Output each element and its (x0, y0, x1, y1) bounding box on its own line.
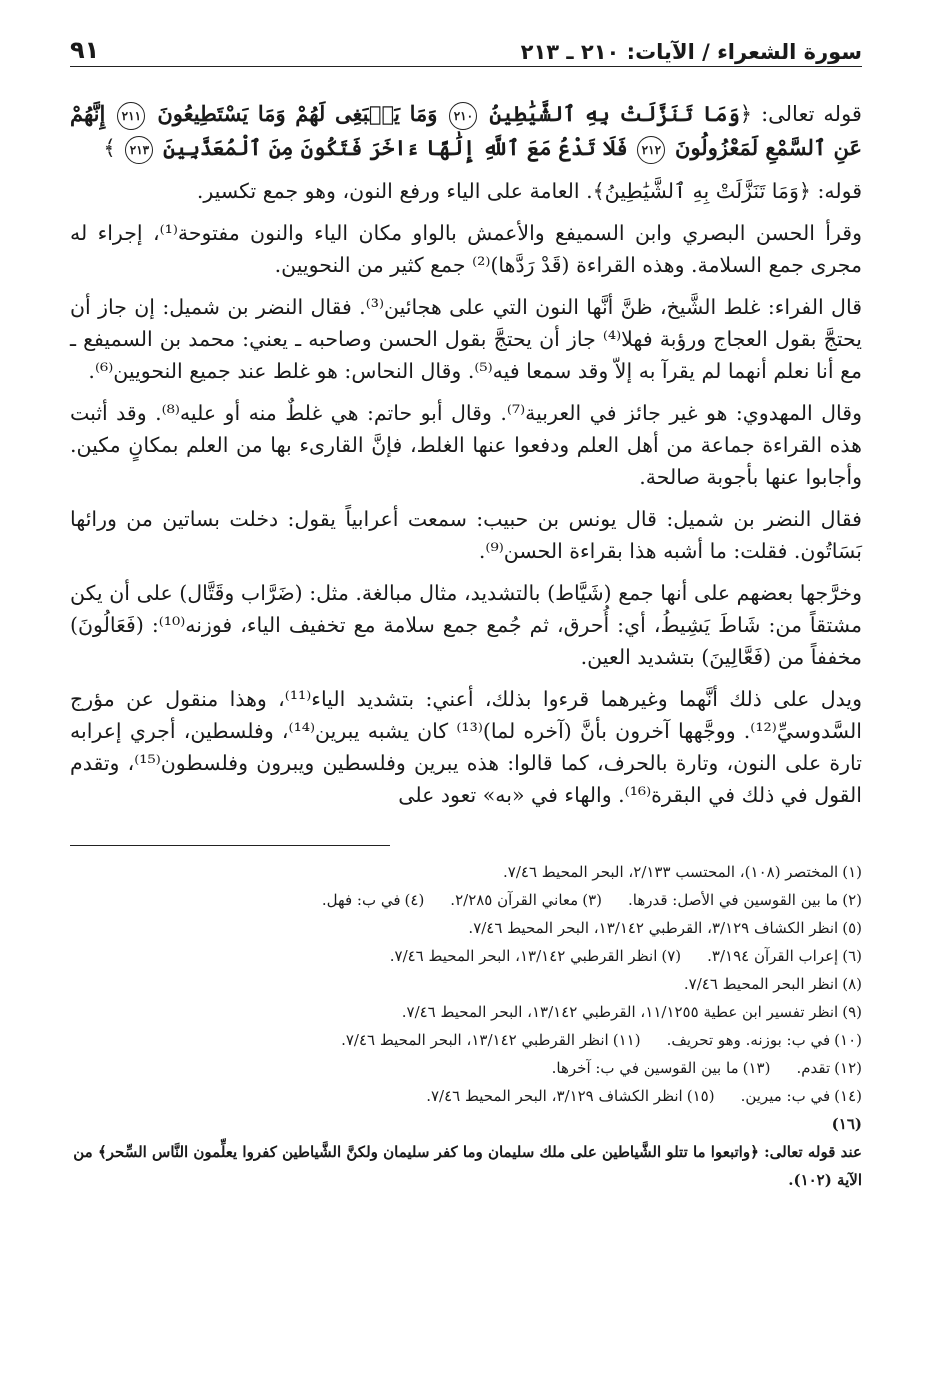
footnote-number: (١) (842, 863, 862, 881)
paragraph: وقرأ الحسن البصري وابن السميفع والأعمش بالواو مكان الياء والنون مفتوحة⁽¹⁾، إجراء له مجرى جمع السلامة. وهذه القراءة (قَدْ رَدَّها)⁽²⁾ جمع كثير من النحويين. (70, 221, 863, 277)
footnote-item (322, 886, 424, 914)
footnote-number: (١٥) (686, 1087, 715, 1105)
footnote-number: (٨) (842, 975, 862, 993)
verse-part: وَمَا يَنۢبَغِى لَهُمْ وَمَا يَسْتَطِيعُونَ (157, 101, 438, 126)
footnote-item (503, 858, 862, 886)
footnote-line (70, 886, 862, 914)
paragraph: ويدل على ذلك أنَّهما وغيرهما قرءوا بذلك، أعني: بتشديد الياء⁽¹¹⁾، وهذا منقول عن مؤرج السَّدوسيِّ⁽¹²⁾. ووجَّهها آخرون بأنَّ (آخره لما)⁽¹³⁾ كان يشبه يبرين⁽¹⁴⁾، وفلسطين، أجري إعرابه تارة على النون، وتارة بالحرف، كما قالوا: هذه يبرين وفلسطين ويبرون وفلسطون⁽¹⁵⁾، وتقدم القول في ذلك في البقرة⁽¹⁶⁾. والهاء في «به» تعود على (70, 687, 862, 807)
footnote-text: ما بين القوسين في الأصل: قدرها. (627, 891, 839, 909)
footnote-item (741, 1082, 862, 1110)
ayah-number-marker: ٢١٠ (449, 102, 477, 130)
footnote-number: (٤) (404, 891, 425, 909)
quran-verse (70, 97, 862, 165)
footnote-item (426, 1082, 714, 1110)
footnote-text: في ب: بوزنه. وهو تحريف. (666, 1031, 831, 1049)
footnote-line (70, 914, 862, 942)
footnote-line (70, 1110, 862, 1194)
main-text (70, 97, 862, 811)
footnote-line (70, 942, 862, 970)
verse-part: وَمَا تَنَزَّلَتْ بِهِ ٱلشَّيَٰطِينُ (489, 101, 740, 126)
page-number: ٩١ (70, 36, 100, 64)
running-title: سورة الشعراء / الآيات: ٢١٠ ـ ٢١٣ (520, 40, 862, 64)
footnote-number: (١١) (612, 1031, 641, 1049)
footnote-number: (١٦) (831, 1115, 862, 1133)
footnote-text: معاني القرآن ٢/٢٨٥. (450, 891, 579, 909)
footnote-item (341, 1026, 640, 1054)
verse-part: فَلَا تَدْعُ مَعَ ٱللَّهِ إِلَٰهًا ءَاخَرَ فَتَكُونَ مِنَ ٱلْمُعَذَّبِينَ (163, 135, 628, 160)
paragraph: قال الفراء: غلط الشَّيخ، ظنَّ أنَّها النون التي على هجائين⁽³⁾. فقال النضر بن شميل: إن جاز أن يحتجَّ بقول العجاج ورؤبة فهلا⁽⁴⁾ جاز أن يحتجَّ بقول الحسن وصاحبه ـ يعني: محمد بن السميفع ـ مع أنا نعلم أنهما لم يقرآ به إلاّ وقد سمعا فيه⁽⁵⁾. وقال النحاس: هو غلط عند جميع النحويين⁽⁶⁾. (70, 295, 863, 383)
footnote-number: (١٤) (834, 1087, 862, 1105)
footnote-text: انظر البحر المحيط ٧/٤٦. (683, 975, 839, 993)
footnote-item (402, 998, 862, 1026)
footnote-number: (٢) (842, 891, 862, 909)
footnote-number: (٩) (842, 1003, 862, 1021)
footnote-line (70, 1054, 862, 1082)
footnote-number: (١٠) (834, 1031, 862, 1049)
footnote-text: إعراب القرآن ٣/١٩٤. (707, 947, 839, 965)
footnote-number: (١٣) (742, 1059, 771, 1077)
ayah-number-marker: ٢١٢ (637, 136, 665, 164)
footnote-text: في ب: ميرين. (740, 1087, 831, 1105)
footnote-text: في ب: فهل. (321, 891, 401, 909)
ayah-number-marker: ٢١١ (117, 102, 145, 130)
footnote-line (70, 858, 862, 886)
footnote-number: (٦) (842, 947, 862, 965)
verse-lead: قوله تعالى: ﴿ (739, 102, 862, 126)
footnote-number: (١٢) (834, 1059, 862, 1077)
footnotes (70, 858, 862, 1194)
footnote-number: (٥) (842, 919, 862, 937)
footnote-item (796, 1054, 862, 1082)
footnote-item (390, 942, 681, 970)
footnote-text: المختصر (١٠٨)، المحتسب ٢/١٣٣، البحر المحيط ٧/٤٦. (503, 863, 839, 881)
footnote-item (628, 886, 862, 914)
footnote-text: انظر القرطبي ١٣/١٤٢، البحر المحيط ٧/٤٦. (341, 1031, 609, 1049)
footnote-item (684, 970, 862, 998)
footnote-text: انظر الكشاف ٣/١٢٩، البحر المحيط ٧/٤٦. (426, 1087, 683, 1105)
footnote-text: انظر تفسير ابن عطية ١١/١٢٥٥، القرطبي ١٣/١٤٢، البحر المحيط ٧/٤٦. (401, 1003, 839, 1021)
paragraph: فقال النضر بن شميل: قال يونس بن حبيب: سمعت أعرابياً يقول: دخلت بساتين من ورائها بَسَاتُون. فقلت: ما أشبه هذا بقراءة الحسن⁽⁹⁾. (70, 507, 862, 563)
paragraph: وقال المهدوي: هو غير جائز في العربية⁽⁷⁾. وقال أبو حاتم: هي غلطٌ منه أو عليه⁽⁸⁾. وقد أثبت هذه القراءة جماعة من أهل العلم ودفعوا عنها الغلط، فإنَّ القارىء بها من العلم بمكانٍ مكين. وأجابوا عنها بأجوبة صالحة. (70, 401, 862, 489)
footnote-number: (٣) (582, 891, 602, 909)
footnote-text: تقدم. (796, 1059, 831, 1077)
footnote-separator (70, 845, 390, 846)
footnote-item (667, 1026, 862, 1054)
footnote-item (552, 1054, 771, 1082)
footnote-item (450, 886, 602, 914)
footnote-line (70, 1026, 862, 1054)
footnote-item (707, 942, 862, 970)
footnote-line (70, 970, 862, 998)
footnote-line (70, 998, 862, 1026)
paragraph: وخرَّجها بعضهم على أنها جمع (شَيَّاط) بالتشديد، مثال مبالغة. مثل: (ضَرَّاب وقَتَّال) على أن يكن مشتقاً من: شَاطَ يَشِيطُ، أي: أُحرق، ثم جُمع جمع سلامة مع تخفيف الياء، فوزنه⁽¹⁰⁾: (فَعَالُونَ) مخففاً من (فَعَّالِينَ) بتشديد العين. (70, 581, 863, 669)
footnote-line (70, 1082, 862, 1110)
footnote-text: انظر القرطبي ١٣/١٤٢، البحر المحيط ٧/٤٦. (389, 947, 658, 965)
verse-part: إِنَّهُمْ عَنِ ٱلسَّمْعِ لَمَعْزُولُونَ (70, 101, 862, 160)
footnote-item (468, 914, 862, 942)
footnote-text: عند قوله تعالى: ﴿واتبعوا ما تتلو الشَّياطين على ملك سليمان وما كفر سليمان ولكنَّ الشَّياطين كفروا يعلِّمون النَّاس السِّحر﴾ من الآية (١٠٢). (73, 1143, 862, 1189)
page-header (70, 28, 862, 67)
book-page (70, 28, 862, 1348)
ayah-number-marker: ٢١٣ (125, 136, 153, 164)
footnote-text: انظر الكشاف ٣/١٢٩، القرطبي ١٣/١٤٢، البحر المحيط ٧/٤٦. (468, 919, 839, 937)
footnote-separator-wrap (70, 821, 862, 858)
verse-close: ﴾ (103, 136, 116, 160)
footnote-text: ما بين القوسين في ب: آخرها. (551, 1059, 739, 1077)
footnote-number: (٧) (661, 947, 682, 965)
paragraph: قوله: ﴿وَمَا تَنَزَّلَتْ بِهِ ٱلشَّيَٰطِينُ﴾. العامة على الياء ورفع النون، وهو جمع تكسير. (196, 179, 862, 203)
